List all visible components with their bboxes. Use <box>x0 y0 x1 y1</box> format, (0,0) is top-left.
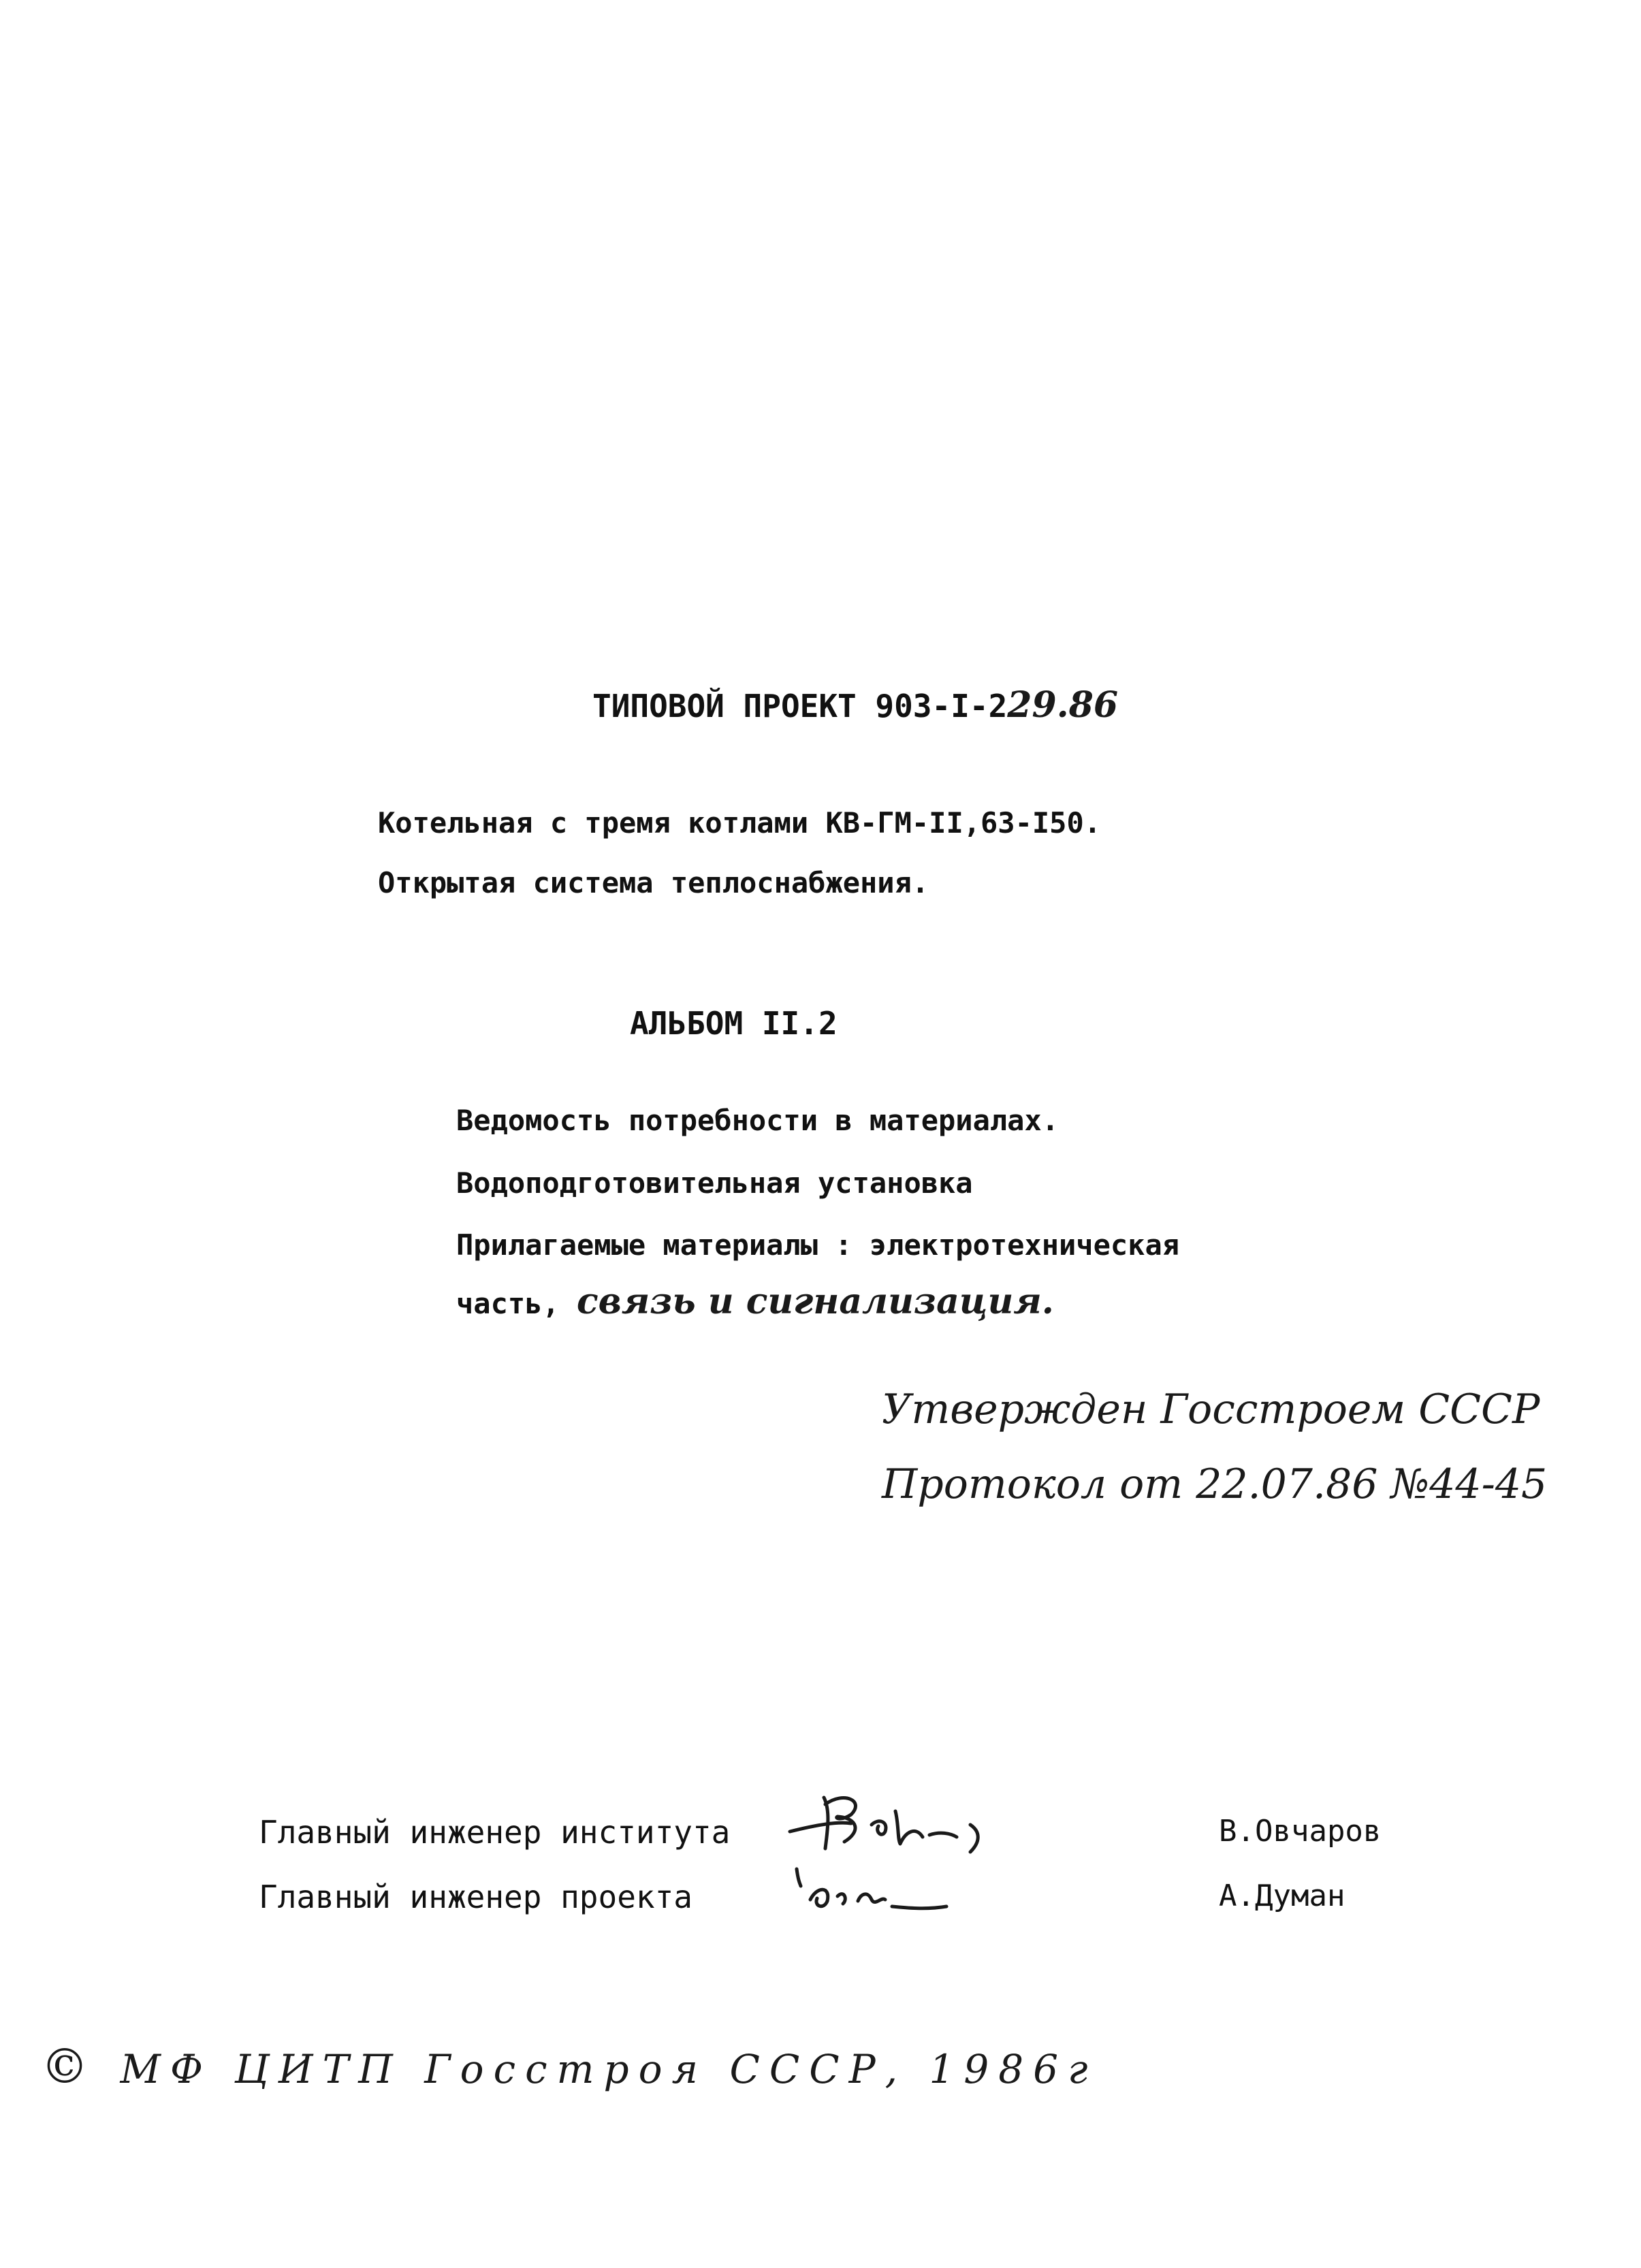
copyright-line <box>41 2039 1098 2094</box>
signature-scribble-1 <box>776 1784 987 1859</box>
contents-line-4-typed: часть, <box>456 1287 560 1320</box>
signature-name-2: А.Думан <box>1219 1879 1345 1913</box>
subtitle-line-1: Котельная с тремя котлами КВ-ГМ-II,63-I50. <box>378 806 1102 840</box>
signature-role-1: Главный инженер института <box>259 1814 731 1851</box>
signature-role-2: Главный инженер проекта <box>259 1879 692 1915</box>
contents-line-3: Прилагаемые материалы : электротехническая <box>456 1228 1180 1262</box>
contents-line-4-handwritten: связь и сигнализация. <box>577 1281 1054 1322</box>
signature-name-1: В.Овчаров <box>1219 1814 1382 1849</box>
contents-line-2: Водоподготовительная установка <box>456 1166 973 1200</box>
copyright-symbol: © <box>41 2039 98 2094</box>
project-title-typed: ТИПОВОЙ ПРОЕКТ 903-I-2 <box>592 688 1008 724</box>
approval-line-2: Протокол от 22.07.86 №44-45 <box>882 1460 1548 1508</box>
project-title <box>592 684 1119 726</box>
contents-line-1: Ведомость потребности в материалах. <box>456 1104 1060 1137</box>
project-title-handwritten: 29.86 <box>1007 684 1119 726</box>
approval-line-1: Утвержден Госстроем СССР <box>882 1386 1540 1433</box>
signature-scribble-2 <box>790 1859 967 1920</box>
copyright-text: МФ ЦИТП Госстроя СССР, 1986г <box>120 2046 1098 2092</box>
contents-line-4 <box>456 1281 1054 1322</box>
subtitle-line-2: Открытая система теплоснабжения. <box>378 866 929 899</box>
album-heading: АЛЬБОМ II.2 <box>630 1005 838 1042</box>
